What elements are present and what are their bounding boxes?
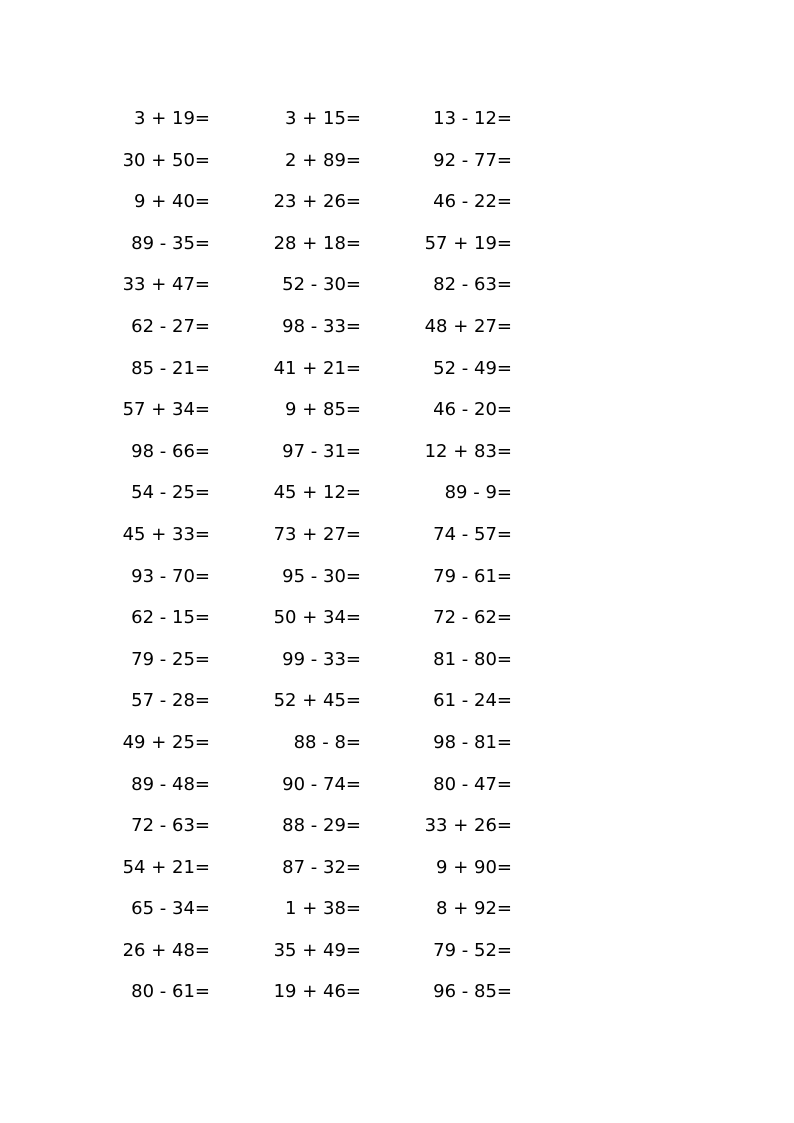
problem-row [0, 687, 794, 729]
math-problem: 73 + 27= [273, 523, 361, 545]
math-problem: 8 + 92= [436, 898, 512, 920]
math-problem: 88 - 8= [293, 731, 361, 753]
math-problem: 9 + 85= [285, 399, 361, 421]
math-problem: 48 + 27= [424, 315, 512, 337]
math-problem: 99 - 33= [282, 648, 361, 670]
math-problem: 35 + 49= [273, 939, 361, 961]
math-problem: 81 - 80= [433, 648, 512, 670]
math-problem: 19 + 46= [273, 981, 361, 1003]
math-problem: 46 - 22= [433, 191, 512, 213]
math-problem: 12 + 83= [424, 440, 512, 462]
math-problem: 9 + 40= [134, 191, 210, 213]
math-problem: 3 + 19= [134, 108, 210, 129]
math-problem: 33 + 26= [424, 815, 512, 837]
problem-row [0, 812, 794, 854]
math-problem: 93 - 70= [131, 565, 210, 587]
math-problem: 52 - 49= [433, 357, 512, 379]
math-problem: 1 + 38= [285, 898, 361, 920]
problem-row [0, 729, 794, 771]
math-problem: 97 - 31= [282, 440, 361, 462]
math-problem: 57 + 34= [122, 399, 210, 421]
math-problem: 49 + 25= [122, 731, 210, 753]
math-problem: 79 - 25= [131, 648, 210, 670]
math-problem: 41 + 21= [273, 357, 361, 379]
problem-row [0, 396, 794, 438]
math-problem: 57 - 28= [131, 690, 210, 712]
math-problem: 28 + 18= [273, 232, 361, 254]
math-problem: 72 - 62= [433, 607, 512, 629]
math-problem: 13 - 12= [433, 108, 512, 129]
problem-row [0, 313, 794, 355]
math-problem: 89 - 48= [131, 773, 210, 795]
math-problem: 90 - 74= [282, 773, 361, 795]
math-problem: 82 - 63= [433, 274, 512, 296]
math-problem: 87 - 32= [282, 856, 361, 878]
problem-row [0, 895, 794, 937]
math-problem: 80 - 61= [131, 981, 210, 1003]
math-problem: 45 + 12= [273, 482, 361, 504]
problem-row [0, 271, 794, 313]
math-problem: 9 + 90= [436, 856, 512, 878]
math-problem: 52 - 30= [282, 274, 361, 296]
math-problem: 46 - 20= [433, 399, 512, 421]
math-problem: 26 + 48= [122, 939, 210, 961]
math-problem: 89 - 35= [131, 232, 210, 254]
math-problem: 62 - 27= [131, 315, 210, 337]
math-problem: 98 - 81= [433, 731, 512, 753]
math-problem: 3 + 15= [285, 108, 361, 129]
math-problem: 2 + 89= [285, 149, 361, 171]
problem-row [0, 771, 794, 813]
math-problem: 62 - 15= [131, 607, 210, 629]
math-problem: 65 - 34= [131, 898, 210, 920]
math-problem: 45 + 33= [122, 523, 210, 545]
math-problem: 57 + 19= [424, 232, 512, 254]
math-problem: 54 - 25= [131, 482, 210, 504]
math-problem: 92 - 77= [433, 149, 512, 171]
math-problem: 50 + 34= [273, 607, 361, 629]
problem-row [0, 854, 794, 896]
math-problem: 79 - 61= [433, 565, 512, 587]
problem-row [0, 978, 794, 1020]
problem-row [0, 646, 794, 688]
math-problem: 89 - 9= [444, 482, 512, 504]
problem-row [0, 230, 794, 272]
problem-row [0, 479, 794, 521]
math-problem: 72 - 63= [131, 815, 210, 837]
problem-row [0, 147, 794, 189]
math-problem: 30 + 50= [122, 149, 210, 171]
math-problem: 96 - 85= [433, 981, 512, 1003]
problem-grid [0, 105, 794, 1020]
math-problem: 74 - 57= [433, 523, 512, 545]
math-problem: 88 - 29= [282, 815, 361, 837]
math-problem: 33 + 47= [122, 274, 210, 296]
problem-row [0, 105, 794, 147]
math-problem: 61 - 24= [433, 690, 512, 712]
math-problem: 98 - 66= [131, 440, 210, 462]
problem-row [0, 188, 794, 230]
problem-row [0, 937, 794, 979]
math-problem: 95 - 30= [282, 565, 361, 587]
math-problem: 54 + 21= [122, 856, 210, 878]
math-problem: 80 - 47= [433, 773, 512, 795]
math-problem: 79 - 52= [433, 939, 512, 961]
math-problem: 52 + 45= [273, 690, 361, 712]
math-problem: 85 - 21= [131, 357, 210, 379]
math-problem: 98 - 33= [282, 315, 361, 337]
problem-row [0, 355, 794, 397]
problem-row [0, 438, 794, 480]
problem-row [0, 604, 794, 646]
problem-row [0, 563, 794, 605]
math-problem: 23 + 26= [273, 191, 361, 213]
problem-row [0, 521, 794, 563]
